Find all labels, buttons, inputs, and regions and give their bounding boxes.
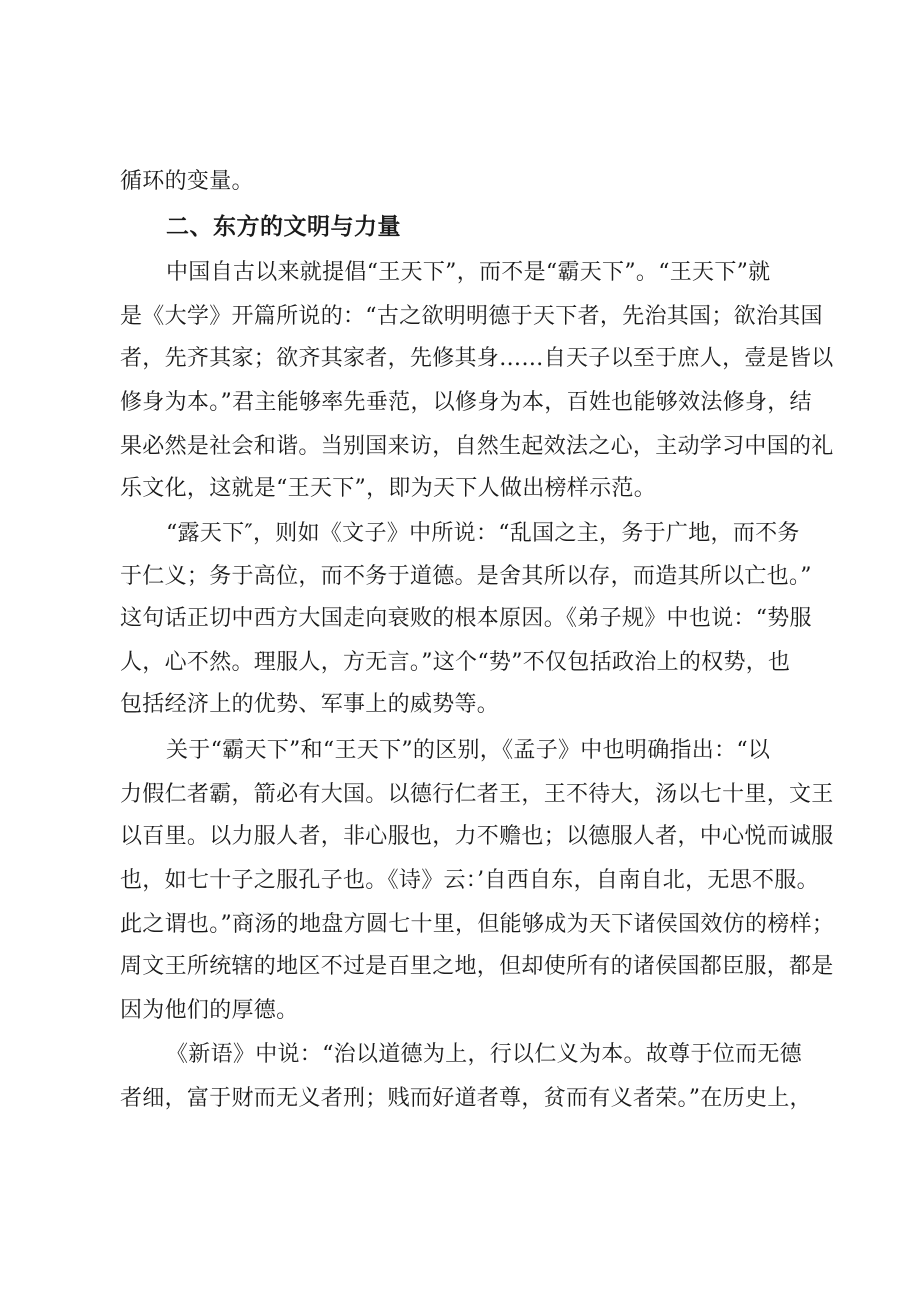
text-line: 关于“霸天下”和“王天下”的区别，《孟子》中也明确指出：“以 xyxy=(166,738,771,763)
text-line: 《新语》中说：“治以道德为上，行以仁义为本。故尊于位而无德 xyxy=(166,1042,802,1067)
text-line: 此之谓也。”商汤的地盘方圆七十里，但能够成为天下诸侯国效仿的榜样； xyxy=(120,912,835,937)
text-line: 因为他们的厚德。 xyxy=(120,998,299,1023)
text-line: 者细，富于财而无义者刑；贱而好道者尊，贫而有义者荣。”在历史上， xyxy=(120,1086,812,1111)
text-line: 包括经济上的优势、军事上的威势等。 xyxy=(120,692,500,717)
text-line: 这句话正切中西方大国走向衰败的根本原因。《弟子规》中也说：“势服 xyxy=(120,606,812,631)
text-line: 者，先齐其家；欲齐其家者，先修其身……自天子以至于庶人，壹是皆以 xyxy=(120,346,834,371)
text-line: 人，心不然。理服人，方无言。”这个“势”不仅包括政治上的权势，也 xyxy=(120,650,791,675)
section-heading: 二、东方的文明与力量 xyxy=(166,214,401,240)
text-line: 中国自古以来就提倡“王天下”，而不是“霸天下”。“王天下”就 xyxy=(166,260,771,285)
text-line: 力假仁者霸，箭必有大国。以德行仁者王，王不待大，汤以七十里，文王 xyxy=(120,782,834,807)
text-line: 于仁义；务于高位，而不务于道德。是舍其所以存，而造其所以亡也。” xyxy=(120,564,812,589)
text-line: 果必然是社会和谐。当别国来访，自然生起效法之心，主动学习中国的礼 xyxy=(120,434,834,459)
text-line: “露天下″，则如《文子》中所说：“乱国之主，务于广地，而不务 xyxy=(166,521,800,546)
text-line: 也，如七十子之服孔子也。《诗》云：’自西自东，自南自北，无思不服。 xyxy=(120,868,819,893)
text-line: 修身为本。”君主能够率先垂范，以修身为本，百姓也能够效法修身，结 xyxy=(120,390,812,415)
text-line: 是《大学》开篇所说的：“古之欲明明德于天下者，先治其国；欲治其国 xyxy=(120,304,823,329)
text-line: 周文王所统辖的地区不过是百里之地，但却使所有的诸侯国都臣服，都是 xyxy=(120,954,834,979)
text-line: 以百里。以力服人者，非心服也，力不赡也；以德服人者，中心悦而诚服 xyxy=(120,824,834,849)
text-line: 循环的变量。 xyxy=(120,169,254,194)
text-line: 乐文化，这就是“王天下”，即为天下人做出榜样示范。 xyxy=(120,476,656,501)
